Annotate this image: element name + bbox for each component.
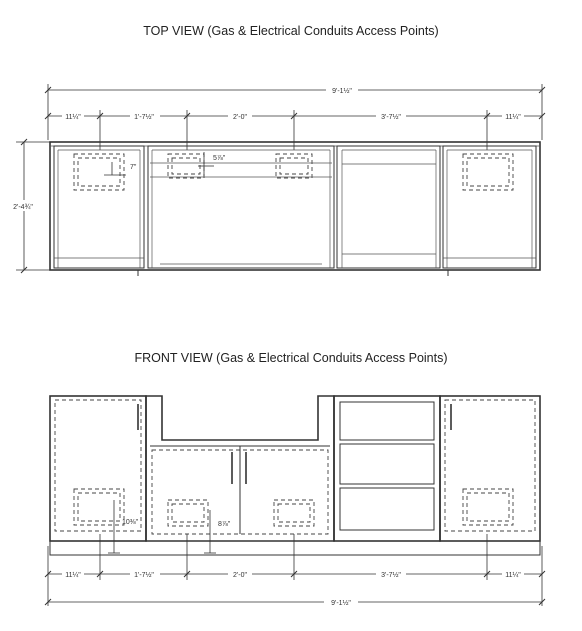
front-seg-4: 3'-7½"	[381, 572, 401, 579]
top-seg-1: 11¼"	[65, 114, 81, 121]
top-segment-dimensions	[45, 110, 545, 150]
front-view-title: FRONT VIEW (Gas & Electrical Conduits Access Points)	[134, 351, 448, 365]
top-seg-2: 1'-7½"	[134, 114, 154, 121]
top-view-drawing	[10, 84, 545, 276]
front-segment-dimensions	[45, 534, 545, 606]
front-overall-label: 9'-1½"	[331, 600, 351, 607]
front-access-points	[74, 489, 513, 526]
front-cabinet-body	[50, 396, 540, 555]
front-seg-2: 1'-7½"	[134, 572, 154, 579]
top-seg-5: 11¼"	[505, 114, 521, 121]
top-depth-label: 2'-4¾"	[13, 204, 33, 211]
top-overall-dimension	[45, 84, 545, 140]
top-cabinet-body	[50, 142, 540, 276]
front-seg-5: 11¼"	[505, 572, 521, 579]
front-overall-dimension	[45, 596, 545, 607]
front-seg-1: 11¼"	[65, 572, 81, 579]
top-seg-4: 3'-7½"	[381, 114, 401, 121]
top-view-title: TOP VIEW (Gas & Electrical Conduits Access Points)	[143, 24, 439, 38]
front-annotation-10-3-8: 10⅜"	[122, 519, 139, 526]
front-annotations	[108, 500, 231, 553]
top-annotation-5-7-8: 5⅞"	[213, 155, 226, 162]
front-view-drawing	[45, 396, 545, 607]
top-depth-dimension	[10, 139, 52, 273]
top-seg-3: 2'-0"	[233, 114, 247, 121]
front-seg-3: 2'-0"	[233, 572, 247, 579]
top-overall-label: 9'-1½"	[332, 88, 352, 95]
top-annotations	[104, 152, 226, 176]
front-annotation-8-7-8: 8⅞"	[218, 521, 231, 528]
top-annotation-7: 7"	[130, 164, 137, 171]
